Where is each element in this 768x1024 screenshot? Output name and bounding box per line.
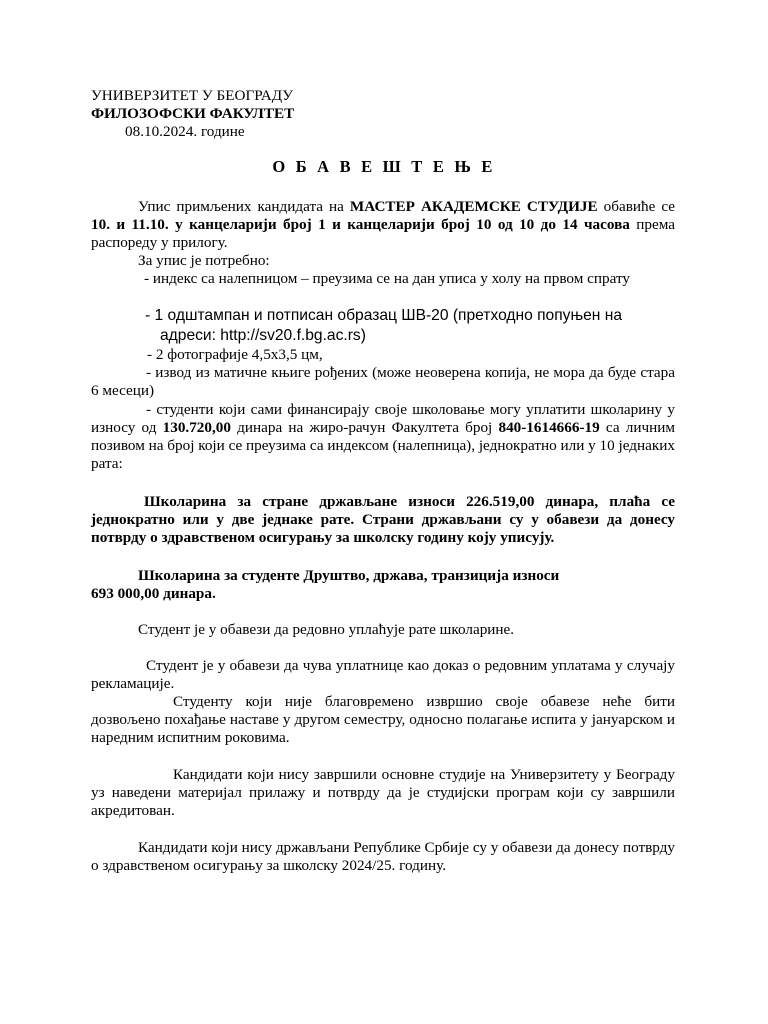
- enrollment-paragraph: [91, 198, 675, 252]
- requirement-photos: - 2 фотографије 4,5x3,5 цм,: [147, 346, 323, 363]
- enrollment-text-3: према распореду у прилогу.: [91, 216, 675, 251]
- requirement-index: - индекс са налепницом – преузима се на дан уписа у холу на првом спрату: [144, 270, 630, 287]
- note-accreditation: Кандидати који нису завршили основне студије на Универзитету у Београду уз наведени материјал прилажу и потврду да је студијски програм који су завршили акредитован.: [91, 766, 675, 819]
- faculty-name: ФИЛОЗОФСКИ ФАКУЛТЕТ: [91, 105, 295, 122]
- note-health-insurance: Кандидати који нису држављани Републике Србије су у обавези да донесу потврду о здравственом осигурању за школску 2024/25. годину.: [91, 839, 675, 874]
- tuition-amount: 130.720,00: [162, 419, 231, 436]
- document-date: 08.10.2024. године: [125, 123, 245, 140]
- requirement-form-line1: - 1 одштампан и потписан образац ШВ-20 (претходно попуњен на: [145, 307, 623, 324]
- requirement-tuition-payment: [91, 401, 675, 473]
- enrollment-text-2: обавиће се: [597, 198, 676, 215]
- enrollment-text-1: Упис примљених кандидата на: [138, 198, 350, 215]
- tuition-text-3: са личним позивом на број који се преузима са индексом (налепница), једнократно или у 10 једнаких рата:: [91, 419, 675, 472]
- requirements-intro: За упис је потребно:: [138, 252, 270, 269]
- enrollment-schedule: 10. и 11.10. у канцеларији број 1 и канцеларији број 10 од 10 до 14 часова: [91, 216, 630, 233]
- bank-account-number: 840-1614666-19: [498, 419, 600, 436]
- tuition-text-1: - студенти који сами финансирају своје школовање могу уплатити школарину у износу од: [91, 401, 675, 436]
- note-regular-payments: Студент је у обавези да редовно уплаћује рате школарине.: [138, 621, 515, 638]
- requirement-form-line2: адреси: http://sv20.f.bg.ac.rs): [160, 327, 366, 344]
- university-name: УНИВЕРЗИТЕТ У БЕОГРАДУ: [91, 87, 293, 104]
- note-obligations: Студенту који није благовремено извршио своје обавезе неће бити дозвољено похађање наставе у другом семестру, односно полагање испита у јануарском и наредним испитним роковима.: [91, 693, 675, 746]
- program-fee-line2: 693 000,00 динара.: [91, 585, 216, 602]
- program-fee-line1: Школарина за студенте Друштво, држава, транзиција износи: [138, 567, 560, 584]
- tuition-text-2: динара на жиро-рачун Факултета број: [230, 419, 499, 436]
- document-title: О Б А В Е Ш Т Е Њ Е: [272, 157, 496, 176]
- program-name: МАСТЕР АКАДЕМСКЕ СТУДИЈЕ: [349, 198, 598, 215]
- foreign-students-fee: Школарина за стране држављане износи 226.519,00 динара, плаћа се једнократно или у две једнаке рате. Страни држављани су у обавези да донесу потврду о здравственом осигурању за школску годину коју уписују.: [91, 493, 675, 546]
- note-keep-receipts: Студент је у обавези да чува уплатнице као доказ о редовним уплатама у случају рекламације.: [91, 657, 675, 692]
- requirement-birth-certificate: - извод из матичне књиге рођених (може неоверена копија, не мора да буде стара 6 месеци): [91, 364, 675, 399]
